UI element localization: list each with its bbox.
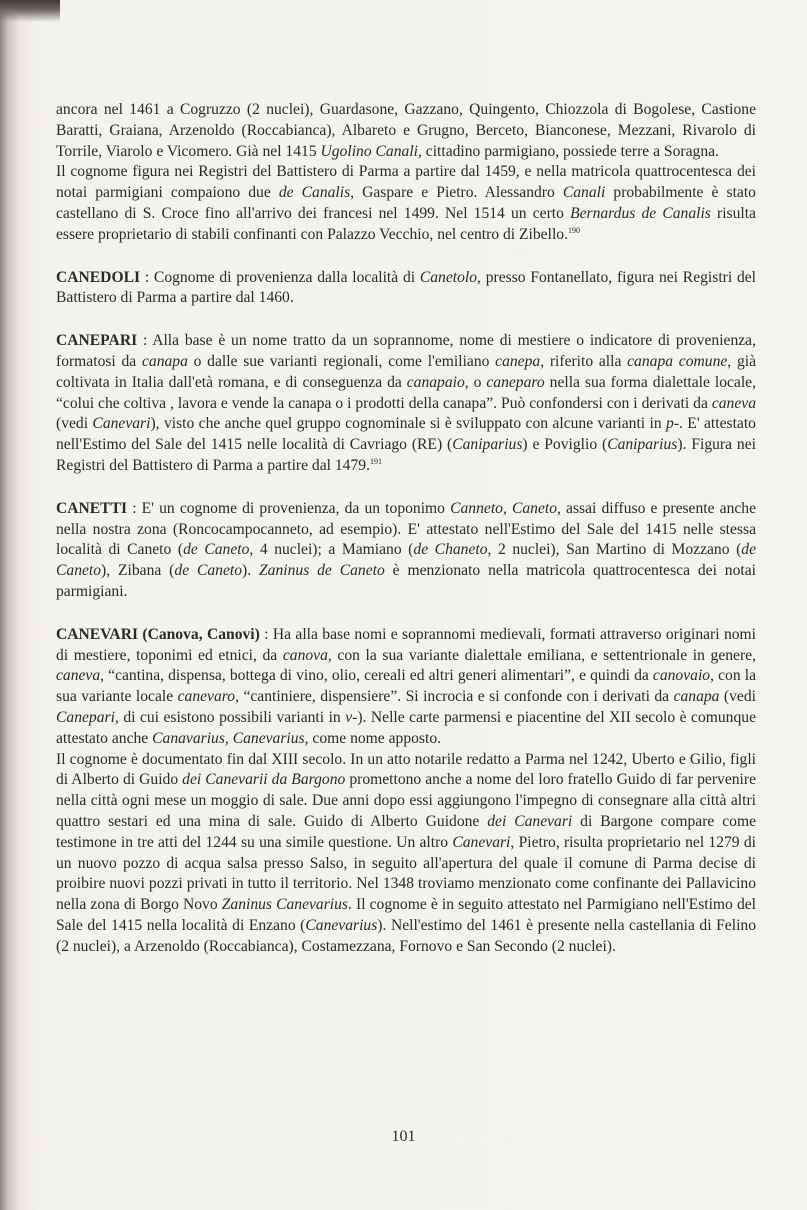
text-run: Il cognome è documentato fin dal XIII secolo. In un atto notarile redatto a Parma nel 1242, Uberto e Gilio, figli di Alberto di Guido [56, 750, 756, 789]
text-run: ancora nel 1461 a Cogruzzo (2 nuclei), Guardasone, Gazzano, Quingento, Chiozzola di Bogolese, Castione Baratti, Graiana, Arzenoldo (Roccabianca), Albareto e Grugno, Berceto, Bianconese, Mezzani, Rivarolo di Torrile, Viarolo e Vicomero. Già nel 1415 [56, 101, 756, 160]
text-run: , riferito alla [540, 352, 628, 370]
italic-term: canapa comune [627, 352, 728, 370]
text-run: , assai diffuso e presente anche nella nostra zona (Roncocampocanneto, ad esempio). E' attestato nell'Estimo del Sale del 1415 nelle stessa località di Caneto ( [56, 499, 757, 559]
text-run: , di cui esistono possibili varianti in [114, 708, 346, 726]
italic-term: canevaro [177, 688, 236, 706]
text-run: ). Figura nei Registri del Battistero di Parma a partire dal 1479. [56, 436, 756, 474]
entry-paragraph [56, 625, 756, 750]
text-run: : E' un cognome di provenienza, da un toponimo [127, 499, 451, 517]
italic-term: caneva [711, 394, 756, 412]
italic-term: de Chaneto [413, 541, 488, 559]
italic-term: de Caneto [183, 541, 250, 559]
italic-term: caneparo [486, 373, 545, 391]
text-run: è menzionato nella matricola quattrocentesca dei notai parmigiani. [56, 562, 756, 600]
text-run: probabilmente è stato castellano di S. Croce fino all'arrivo dei francesi nel 1499. Nel 1514 un certo [56, 184, 756, 222]
italic-term: Canepari [56, 708, 115, 726]
italic-term: dei Canevari [487, 812, 573, 830]
italic-term: de Caneto [56, 541, 756, 580]
text-run: o dalle sue varianti regionali, come l'emiliano [187, 352, 496, 370]
entry-heading: CANEDOLI [56, 268, 141, 286]
italic-term: Zaninus de Caneto [259, 562, 385, 580]
text-run: , [502, 499, 512, 517]
text-run: : Cognome di provenienza dalla località di [140, 268, 420, 286]
entry-heading: CANEVARI (Canova, Canovi) [56, 625, 260, 643]
italic-term: canova [282, 646, 328, 664]
text-run: promettono anche a nome del loro fratello Guido di far pervenire nella città ogni mese un moggio di sale. Due anni dopo essi aggiungono l'impegno di consegnare alla città altri quattro sestari ed una mina di sale. Guido di Alberto Guidone [56, 771, 756, 830]
body-text [56, 100, 756, 957]
surname-entries [56, 268, 756, 958]
entry-heading: CANETTI [56, 499, 128, 517]
italic-term: Canali [562, 184, 606, 202]
italic-term: Caniparius [452, 436, 523, 454]
italic-term: Canavarius, Canevarius [152, 729, 305, 747]
text-run: , Gaspare e Pietro. Alessandro [350, 184, 563, 202]
italic-term: p- [666, 415, 680, 433]
text-run: , già coltivata in Italia dall'età romana, e di conseguenza da [56, 352, 756, 391]
footnote-marker: 191 [369, 456, 382, 466]
italic-term: Bernardus de Canalis [570, 204, 711, 222]
italic-term: Canevari [452, 833, 511, 851]
text-run: , presso Fontanellato, figura nei Registri del Battistero di Parma a partire dal 1460. [56, 268, 756, 307]
text-run: . E' attestato nell'Estimo del Sale del 1415 nelle località di Cavriago (RE) ( [56, 415, 756, 454]
italic-term: dei Canevarii da Bargono [182, 771, 346, 789]
italic-term: caneva [56, 667, 101, 685]
footnote-marker: 190 [567, 225, 580, 235]
intro-paragraph-1 [56, 100, 756, 162]
text-run: , con la sua variante locale [56, 667, 756, 706]
text-run: , “cantina, dispensa, bottega di vino, olio, cereali ed altri generi alimentari”, e quindi da [100, 667, 653, 685]
italic-term: canepa [495, 352, 541, 370]
italic-term: v- [345, 708, 358, 726]
page-corner-shadow [0, 0, 60, 22]
entry-paragraph [56, 750, 756, 958]
italic-term: Canevari [92, 415, 151, 433]
text-run: (vedi [719, 688, 756, 706]
text-run: ). [242, 562, 259, 580]
text-run: ). Nell'estimo del 1461 è presente nella castellania di Felino (2 nuclei), a Arzenoldo (Roccabianca), Costamezzana, Fornovo e San Secondo (2 nuclei). [56, 916, 756, 955]
italic-term: de Canalis [278, 184, 351, 202]
italic-term: canapa [141, 352, 188, 370]
text-run: ) e Poviglio ( [522, 436, 608, 454]
text-run: , “cantiniere, dispensiere”. Si incrocia e si confonde con i derivati da [235, 688, 674, 706]
italic-term: Ugolino Canali [320, 142, 418, 160]
italic-term: Zaninus Canevarius [221, 896, 348, 914]
text-run: ). Nelle carte parmensi e piacentine del XII secolo è comunque attestato anche [56, 708, 756, 747]
text-run: (vedi [56, 415, 93, 433]
italic-term: Canetolo [419, 268, 478, 286]
intro-paragraph-2 [56, 162, 756, 245]
italic-term: canapaio [406, 373, 465, 391]
entry-paragraph [56, 331, 756, 477]
text-run: , Pietro, risulta proprietario nel 1279 di un nuovo pozzo di acqua salsa presso Salso, in seguito all'apertura del quale il comune di Parma decise di proibire nuovi pozzi privati in tutto il territorio. Nel 1348 troviamo menzionato come confinante dei Pallavicino nella zona di Borgo Novo [56, 833, 756, 914]
text-run: di Bargone compare come testimone in tre atti del 1244 su una simile questione. Un altro [56, 812, 756, 851]
entry-paragraph [56, 268, 756, 310]
italic-term: de Caneto [174, 562, 243, 580]
entry-paragraph [56, 499, 756, 603]
text-run: , 2 nuclei), San Martino di Mozzano ( [487, 541, 742, 559]
text-run: ), Zibana ( [101, 562, 175, 580]
text-run: : Ha alla base nomi e soprannomi medievali, formati attraverso originari nomi di mestiere, toponimi ed etnici, da [56, 625, 756, 664]
text-run: risulta essere proprietario di stabili confinanti con Palazzo Vecchio, nel centro di Zibello. [56, 204, 756, 243]
text-run: ), visto che anche quel gruppo cognominale si è sviluppato con alcune varianti in [150, 415, 667, 433]
italic-term: Canevarius [305, 916, 378, 934]
text-run: . Il cognome è in seguito attestato nel Parmigiano nell'Estimo del Sale del 1415 nella località di Enzano ( [56, 896, 757, 934]
text-run: , con la sua variante dialettale emiliana, e settentrionale in genere, [327, 646, 756, 664]
entry-heading: CANEPARI [56, 332, 138, 350]
page-number: 101 [391, 1128, 416, 1145]
text-run: : Alla base è un nome tratto da un soprannome, nome di mestiere o indicatore di provenienza, formatosi da [56, 332, 756, 370]
italic-term: canapa [673, 688, 720, 706]
text-run: , come nome apposto. [304, 729, 442, 747]
italic-term: Caneto [511, 499, 558, 517]
text-run: , 4 nuclei); a Mamiano ( [249, 541, 414, 559]
text-run: , o [464, 373, 487, 391]
italic-term: Caniparius [607, 436, 678, 454]
text-run: Il cognome figura nei Registri del Battistero di Parma a partire dal 1459, e nella matricola quattrocentesca dei notai parmigiani compaiono due [56, 163, 756, 202]
text-run: , cittadino parmigiano, possiede terre a Soragna. [417, 142, 719, 160]
text-run: nella sua forma dialettale locale, “colui che coltiva , lavora e vende la canapa o i prodotti della canapa”. Può confondersi con i derivati da [56, 373, 756, 412]
italic-term: canovaio [652, 667, 711, 685]
italic-term: Canneto [450, 499, 503, 517]
